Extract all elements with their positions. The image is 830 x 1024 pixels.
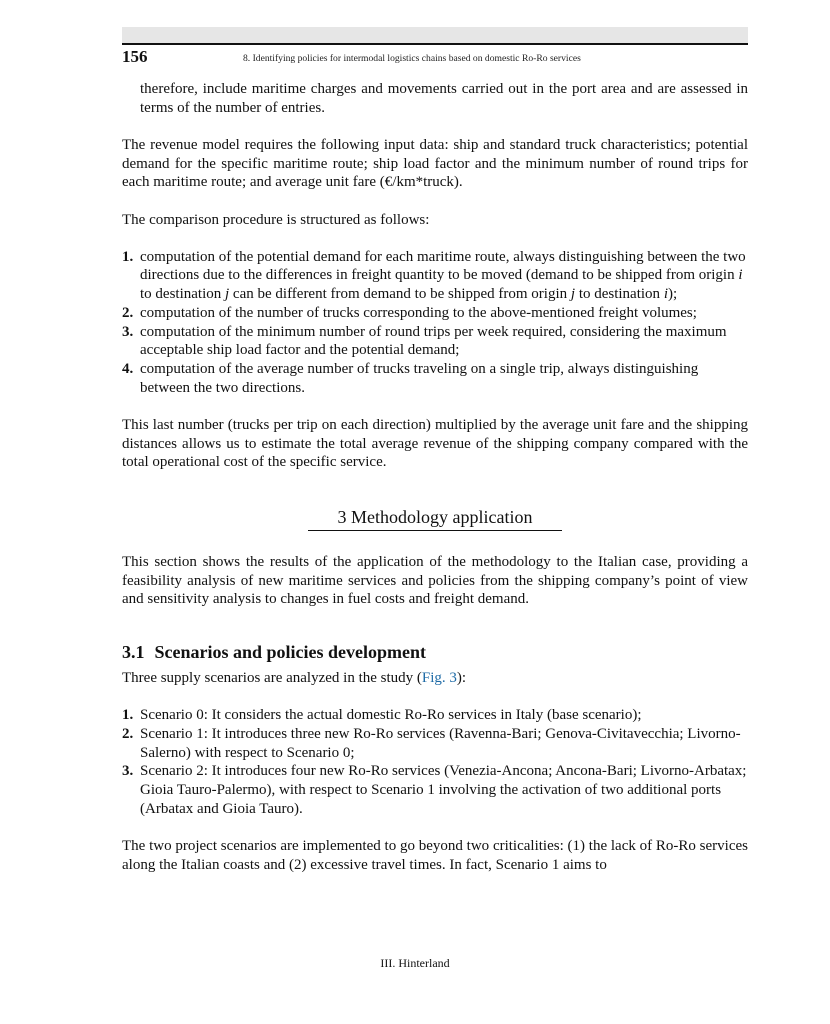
scenario-list — [122, 706, 748, 818]
closing-paragraph: The two project scenarios are implemented to go beyond two criticalities: (1) the lack of Ro-Ro services along the Italian coasts and (2) excessive travel times. In fact, Scenario 1 aims to — [122, 837, 748, 873]
page-content — [122, 80, 748, 874]
list-item — [122, 762, 748, 818]
list-text: computation of the number of trucks corresponding to the above-mentioned freight volumes; — [140, 304, 697, 321]
scenarios-intro: Three supply scenarios are analyzed in the study (Fig. 3): — [122, 670, 467, 687]
section-title: 3 Methodology application — [308, 506, 563, 531]
list-item — [122, 304, 748, 323]
comparison-intro: The comparison procedure is structured as follows: — [122, 211, 430, 228]
list-item — [122, 706, 748, 725]
list-text: Scenario 0: It considers the actual domestic Ro-Ro services in Italy (base scenario); — [140, 707, 642, 724]
list-item — [122, 248, 748, 304]
list-text: Scenario 1: It introduces three new Ro-Ro services (Ravenna-Bari; Genova-Civitavecchia; Livorno-Salerno) with respect to Scenario 0; — [140, 725, 741, 761]
list-text: Scenario 2: It introduces four new Ro-Ro services (Venezia-Ancona; Ancona-Bari; Livorno-Arbatax; Gioia Tauro-Palermo), with respect to Scenario 1 involving the activation of two additional ports (Arbatax and Gioia Tauro). — [140, 763, 747, 817]
list-text: computation of the minimum number of round trips per week required, considering the maximum acceptable ship load factor and the potential demand; — [140, 323, 727, 359]
list-number: 1. — [122, 707, 134, 724]
list-item — [122, 360, 748, 397]
header-rule — [122, 43, 748, 45]
list-text: computation of the average number of trucks traveling on a single trip, always distinguishing between the two directions. — [140, 360, 699, 396]
page-footer: III. Hinterland — [380, 956, 450, 970]
revenue-input-paragraph: The revenue model requires the following input data: ship and standard truck characteristics; potential demand for the specific maritime route; ship load factor and the minimum number of round trips for each maritime route; and average unit fare (€/km*truck). — [122, 136, 748, 191]
list-number: 1. — [122, 248, 134, 265]
page-number: 156 — [122, 47, 148, 66]
header-band — [122, 27, 748, 43]
list-item — [122, 323, 748, 360]
procedure-list — [122, 248, 748, 398]
subsection-title: Scenarios and policies development — [154, 642, 427, 663]
list-number: 2. — [122, 304, 134, 321]
list-number: 4. — [122, 360, 134, 377]
running-title: 8. Identifying policies for intermodal logistics chains based on domestic Ro-Ro services — [243, 53, 581, 64]
subsection-heading — [122, 641, 748, 663]
section-heading — [122, 506, 748, 531]
section-intro: This section shows the results of the application of the methodology to the Italian case, providing a feasibility analysis of new maritime services and policies from the shipping company’s point of view and sensitivity analysis to changes in fuel costs and freight demand. — [122, 553, 748, 608]
list-item — [122, 725, 748, 762]
subsection-number: 3.1 — [122, 642, 145, 663]
list-number: 3. — [122, 323, 134, 340]
list-number: 2. — [122, 725, 134, 742]
continuation-paragraph: therefore, include maritime charges and movements carried out in the port area and are assessed in terms of the number of entries. — [140, 81, 748, 116]
list-text: computation of the potential demand for each maritime route, always distinguishing between the two directions due to the differences in freight quantity to be moved (demand to be shipped from origin i to destination j can be different from demand to be shipped from origin j to destination i); — [140, 248, 746, 303]
figure-link[interactable]: Fig. 3 — [421, 670, 457, 687]
list-number: 3. — [122, 763, 134, 780]
last-number-paragraph: This last number (trucks per trip on each direction) multiplied by the average unit fare and the shipping distances allows us to estimate the total average revenue of the shipping company compared with the total operational cost of the specific service. — [122, 416, 748, 471]
